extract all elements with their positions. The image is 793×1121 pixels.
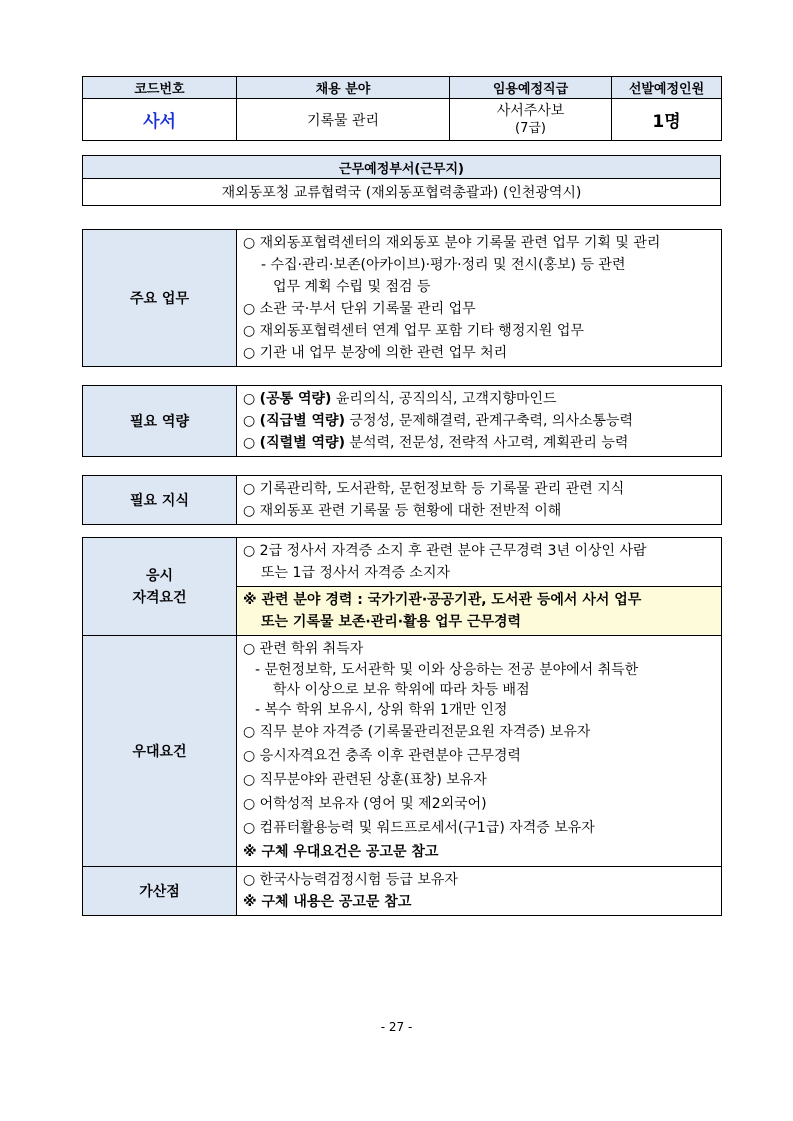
column-field: 채용 분야	[237, 77, 450, 99]
count-value: 1명	[612, 99, 722, 141]
duties-table	[82, 229, 722, 367]
preference-label: 우대요건	[83, 636, 237, 867]
work-dept-value: 재외동포청 교류협력국 (재외동포협력총괄과) (인천광역시)	[83, 179, 721, 206]
field-value: 기록물 관리	[237, 99, 450, 141]
competency-item: ○ (공통 역량) 윤리의식, 공직의식, 고객지향마인드	[243, 391, 557, 407]
duties-content	[237, 230, 722, 367]
header-row	[83, 77, 722, 99]
preference-line: - 복수 학위 보유시, 상위 학위 1개만 인정	[255, 702, 508, 718]
duty-line: - 수집·관리·보존(아카이브)·평가·정리 및 전시(홍보) 등 관련	[261, 257, 626, 273]
duty-line: ○ 기관 내 업무 분장에 의한 관련 업무 처리	[243, 345, 508, 361]
competency-content	[237, 386, 722, 457]
preference-line: ○ 응시자격요건 충족 이후 관련분야 근무경력	[243, 748, 521, 764]
preference-line: ○ 어학성적 보유자 (영어 및 제2외국어)	[243, 796, 487, 812]
knowledge-content	[237, 476, 722, 525]
requirements-table	[82, 537, 722, 916]
bonus-content	[237, 867, 722, 916]
knowledge-table	[82, 475, 722, 525]
preference-line: ○ 컴퓨터활용능력 및 워드프로세서(구1급) 자격증 보유자	[243, 820, 595, 836]
knowledge-line: ○ 재외동포 관련 기록물 등 현황에 대한 전반적 이해	[243, 503, 562, 519]
duty-line: 업무 계획 수립 및 점검 등	[273, 279, 431, 295]
preference-line: 학사 이상으로 보유 학위에 따라 차등 배점	[273, 682, 530, 698]
column-rank: 임용예정직급	[450, 77, 612, 99]
knowledge-line: ○ 기록관리학, 도서관학, 문헌정보학 등 기록물 관리 관련 지식	[243, 481, 625, 497]
rank-value	[450, 99, 612, 141]
competency-item: ○ (직렬별 역량) 분석력, 전문성, 전략적 사고력, 계획관리 능력	[243, 435, 629, 451]
duty-line: ○ 재외동포협력센터의 재외동포 분야 기록물 관련 업무 기획 및 관리	[243, 235, 661, 251]
preference-line: ○ 직무 분야 자격증 (기록물관리전문요원 자격증) 보유자	[243, 724, 591, 740]
duty-line: ○ 재외동포협력센터 연계 업무 포함 기타 행정지원 업무	[243, 323, 584, 339]
preference-line: ○ 관련 학위 취득자	[243, 641, 364, 657]
rank-line2: (7급)	[515, 120, 546, 136]
page-number: - 27 -	[380, 1020, 413, 1034]
bonus-label: 가산점	[83, 867, 237, 916]
rank-line1: 사서주사보	[496, 102, 565, 119]
preference-note: ※ 구체 우대요건은 공고문 참고	[243, 844, 439, 860]
qualification-note: ※ 관련 분야 경력 : 국가기관·공공기관, 도서관 등에서 사서 업무 또는 기록물 보존·관리·활용 업무 근무경력	[237, 587, 722, 636]
preference-content	[237, 636, 722, 867]
bonus-line: ○ 한국사능력검정시험 등급 보유자	[243, 872, 458, 888]
column-count: 선발예정인원	[612, 77, 722, 99]
competency-item: ○ (직급별 역량) 긍정성, 문제해결력, 관계구축력, 의사소통능력	[243, 413, 634, 429]
duties-label: 주요 업무	[83, 230, 237, 367]
work-dept-title: 근무예정부서(근무지)	[83, 156, 721, 179]
qualification-line: 또는 1급 정사서 자격증 소지자	[261, 565, 450, 581]
work-dept-table	[82, 155, 721, 206]
code-value: 사서	[83, 99, 237, 141]
knowledge-label: 필요 지식	[83, 476, 237, 525]
recruitment-header-table	[82, 76, 722, 141]
bonus-note: ※ 구체 내용은 공고문 참고	[243, 894, 412, 910]
preference-line: ○ 직무분야와 관련된 상훈(표창) 보유자	[243, 772, 487, 788]
competency-label: 필요 역량	[83, 386, 237, 457]
qualification-line: ○ 2급 정사서 자격증 소지 후 관련 분야 근무경력 3년 이상인 사람	[243, 543, 647, 559]
preference-line: - 문헌정보학, 도서관학 및 이와 상응하는 전공 분야에서 취득한	[255, 662, 639, 678]
qualification-content	[237, 538, 722, 587]
value-row	[83, 99, 722, 141]
competency-table	[82, 385, 722, 457]
duty-line: ○ 소관 국·부서 단위 기록물 관리 업무	[243, 301, 476, 317]
qualification-label: 응시 자격요건	[83, 538, 237, 636]
column-code: 코드번호	[83, 77, 237, 99]
